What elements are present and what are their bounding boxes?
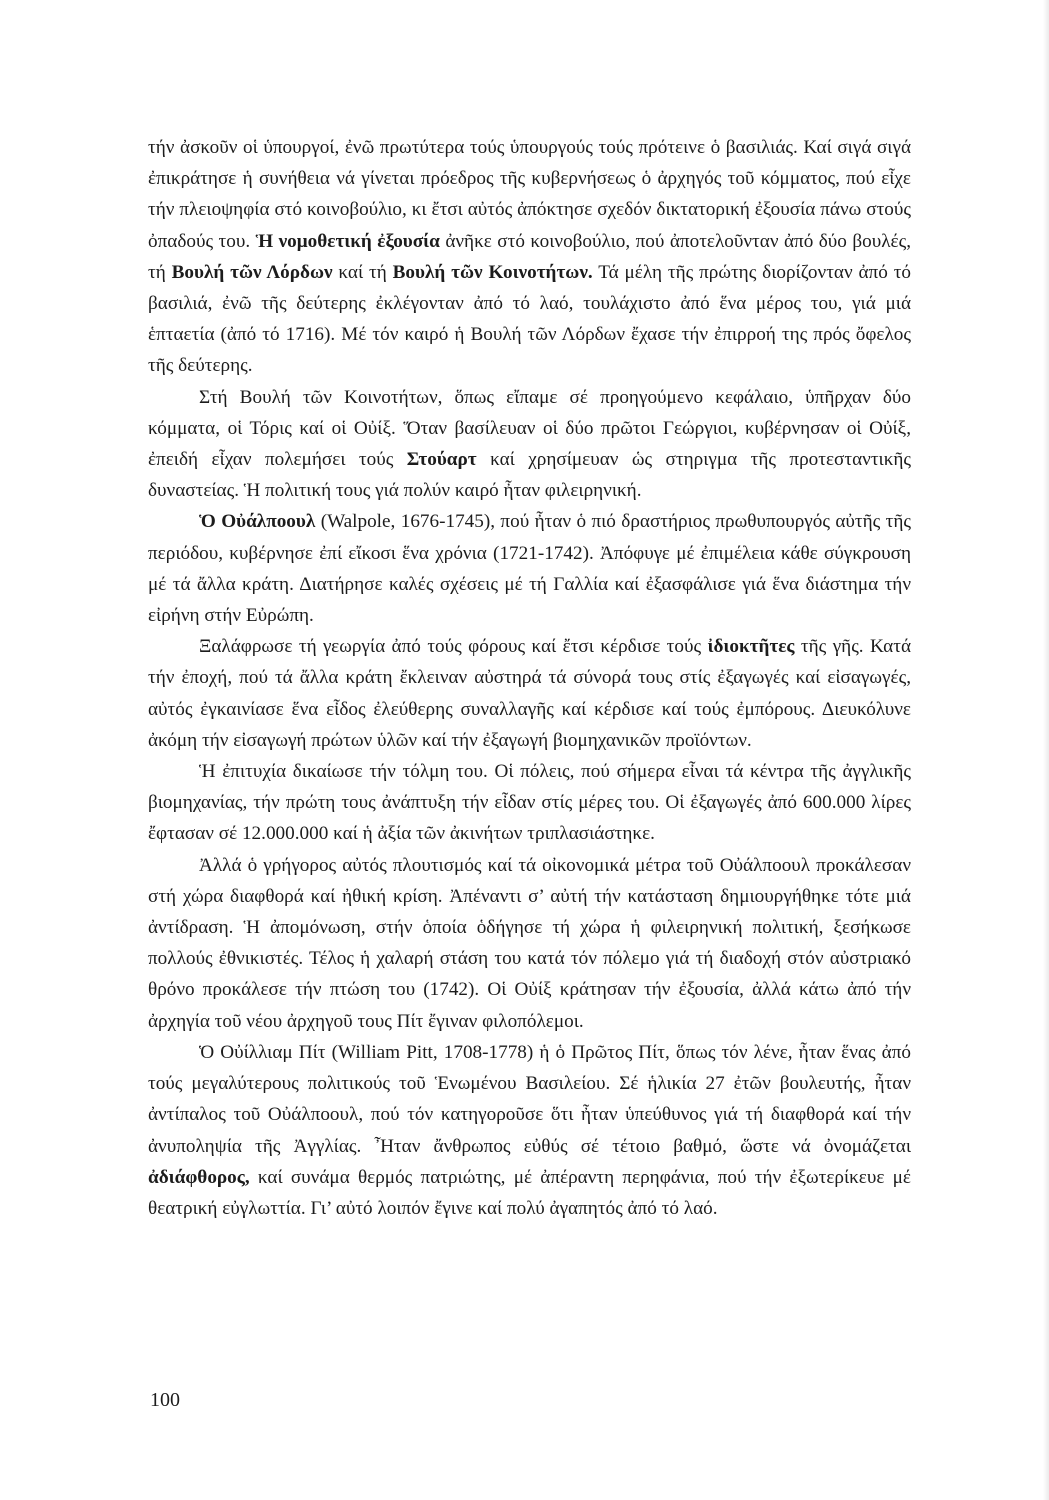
paragraph [148,1037,911,1224]
text-run: ἀνῆκε στό κοινοβούλιο, πού ἀποτελοῦνταν ἀπό δύο βουλές, τή [148,230,911,283]
text-run: Ξαλάφρωσε τή γεωργία ἀπό τούς φόρους καί ἔτσι κέρδισε τούς [199,636,708,658]
text-run: Στή Βουλή τῶν Κοινοτήτων, ὅπως εἴπαμε σέ προηγούμενο κεφάλαιο, ὑπῆρχαν δύο κόμματα, οἱ Τόρις καί οἱ Οὐίξ. Ὅταν βασίλευαν οἱ δύο πρῶτοι Γεώργιοι, κυβέρνησαν οἱ Οὐίξ, ἐπειδή εἶχαν πολεμήσει τούς [148,386,911,471]
text-run: Ἡ ἐπιτυχία δικαίωσε τήν τόλμη του. Οἱ πόλεις, πού σήμερα εἶναι τά κέντρα τῆς ἀγγλικῆς βιομηχανίας, τήν πρώτη τους ἀνάπτυξη τήν εἶδαν στίς μέρες του. Οἱ ἐξαγωγές ἀπό 600.000 λίρες ἔφτασαν σέ 12.000.000 καί ἡ ἀξία τῶν ἀκινήτων τριπλασιάστηκε. [148,761,911,845]
paragraph [148,756,911,850]
paragraph [148,132,911,382]
paragraph [148,631,911,756]
text-run: (Walpole, 1676-1745), πού ἦταν ὁ πιό δραστήριος πρωθυπουργός αὐτῆς τῆς περιόδου, κυβέρνησε ἐπί εἴκοσι ἕνα χρόνια (1721-1742). Ἀπόφυγε μέ ἐπιμέλεια κάθε σύγκρουση μέ τά ἄλλα κράτη. Διατήρησε καλές σχέσεις μέ τή Γαλλία καί ἐξασφάλισε γιά ἕνα διάστημα τήν εἰρήνη στήν Εὐρώπη. [148,511,911,627]
text-run: Ὁ Οὐίλλιαμ Πίτ (William Pitt, 1708-1778) ἡ ὁ Πρῶτος Πίτ, ὅπως τόν λένε, ἦταν ἕνας ἀπό τούς μεγαλύτερους πολιτικούς τοῦ Ἑνωμένου Βασιλείου. Σέ ἡλικία 27 ἐτῶν βουλευτής, ἦταν ἀντίπαλος τοῦ Οὐάλποουλ, πού τόν κατηγοροῦσε ὅτι ἦταν ὑπεύθυνος γιά τή διαφθορά καί τήν ἀνυποληψία τῆς Ἀγγλίας. Ἦταν ἄνθρωπος εὐθύς σέ τέτοιο βαθμό, ὥστε νά ὀνομάζεται [148,1041,911,1157]
bold-term: Βουλή τῶν Λόρδων [171,261,333,283]
text-run: Τά μέλη τῆς πρώτης διορίζονταν ἀπό τό βασιλιά, ἐνῶ τῆς δεύτερης ἐκλέγονταν ἀπό τό λαό, τουλάχιστο ἀπό ἕνα μέρος του, γιά μιά ἑπταετία (ἀπό τό 1716). Μέ τόν καιρό ἡ Βουλή τῶν Λόρδων ἔχασε τήν ἐπιρροή της πρός ὄφελος τῆς δεύτερης. [148,261,911,377]
text-run: τῆς γῆς. Κατά τήν ἐποχή, πού τά ἄλλα κράτη ἔκλειναν αὐστηρά τά σύνορά τους στίς ἐξαγωγές καί εἰσαγωγές, αὐτός ἐγκαινίασε ἕνα εἶδος ἐλεύθερης συναλλαγῆς καί κέρδισε καί τούς ἐμπόρους. Διευκόλυνε ἀκόμη τήν εἰσαγωγή πρώτων ὑλῶν καί τήν ἐξαγωγή βιομηχανικῶν προϊόντων. [148,636,911,751]
paragraph [148,382,911,507]
text-run: Ἀλλά ὁ γρήγορος αὐτός πλουτισμός καί τά οἰκονομικά μέτρα τοῦ Οὐάλποουλ προκάλεσαν στή χώρα διαφθορά καί ἠθική κρίση. Ἀπέναντι σ’ αὐτή τήν κατάσταση δημιουργήθηκε τότε μιά ἀντίδραση. Ἡ ἀπομόνωση, στήν ὁποία ὁδήγησε τή χώρα ἡ φιλειρηνική πολιτική, ξεσήκωσε πολλούς ἐθνικιστές. Τέλος ἡ χαλαρή στάση του κατά τόν πόλεμο γιά τή διαδοχή στόν αὐστριακό θρόνο προκάλεσε τήν πτώση του (1742). Οἱ Οὐίξ κράτησαν τήν ἐξουσία, ἀλλά κάτω ἀπό τήν ἀρχηγία τοῦ νέου ἀρχηγοῦ τους Πίτ ἔγιναν φιλοπόλεμοι. [148,854,911,1032]
page-number: 100 [150,1389,180,1411]
paragraph [148,506,911,631]
bold-term: Ὁ Οὐάλποουλ [199,511,316,533]
page-body [148,132,911,1224]
scan-edge-shadow [1043,0,1049,1500]
text-run: καί συνάμα θερμός πατριώτης, μέ ἀπέραντη περηφάνια, πού τήν ἐξωτερίκευε μέ θεατρική εὐγλωττία. Γι’ αὐτό λοιπόν ἔγινε καί πολύ ἀγαπητός ἀπό τό λαό. [148,1166,911,1219]
bold-term: Βουλή τῶν Κοινοτήτων. [392,261,593,283]
text-run: καί τή [332,261,393,283]
bold-term: ἀδιάφθορος, [148,1166,250,1188]
paragraph [148,850,911,1037]
bold-term: Ἡ νομοθετική ἐξουσία [255,230,440,252]
text-run: καί χρησίμευαν ὡς στηριγμα τῆς προτεσταντικῆς δυναστείας. Ἡ πολιτική τους γιά πολύν καιρό ἦταν φιλειρηνική. [148,449,911,502]
bold-term: ἰδιοκτῆτες [707,636,795,658]
text-run: τήν ἀσκοῦν οἱ ὑπουργοί, ἐνῶ πρωτύτερα τούς ὑπουργούς τούς πρότεινε ὁ βασιλιάς. Καί σιγά σιγά ἐπικράτησε ἡ συνήθεια νά γίνεται πρόεδρος τῆς κυβερνήσεως ὁ ἀρχηγός τοῦ κόμματος, πού εἶχε τήν πλειοψηφία στό κοινοβούλιο, κι ἔτσι αὐτός ἀπόκτησε σχεδόν δικτατορική ἐξουσία πάνω στούς ὀπαδούς του. [148,137,911,252]
bold-term: Στούαρτ [406,449,477,471]
